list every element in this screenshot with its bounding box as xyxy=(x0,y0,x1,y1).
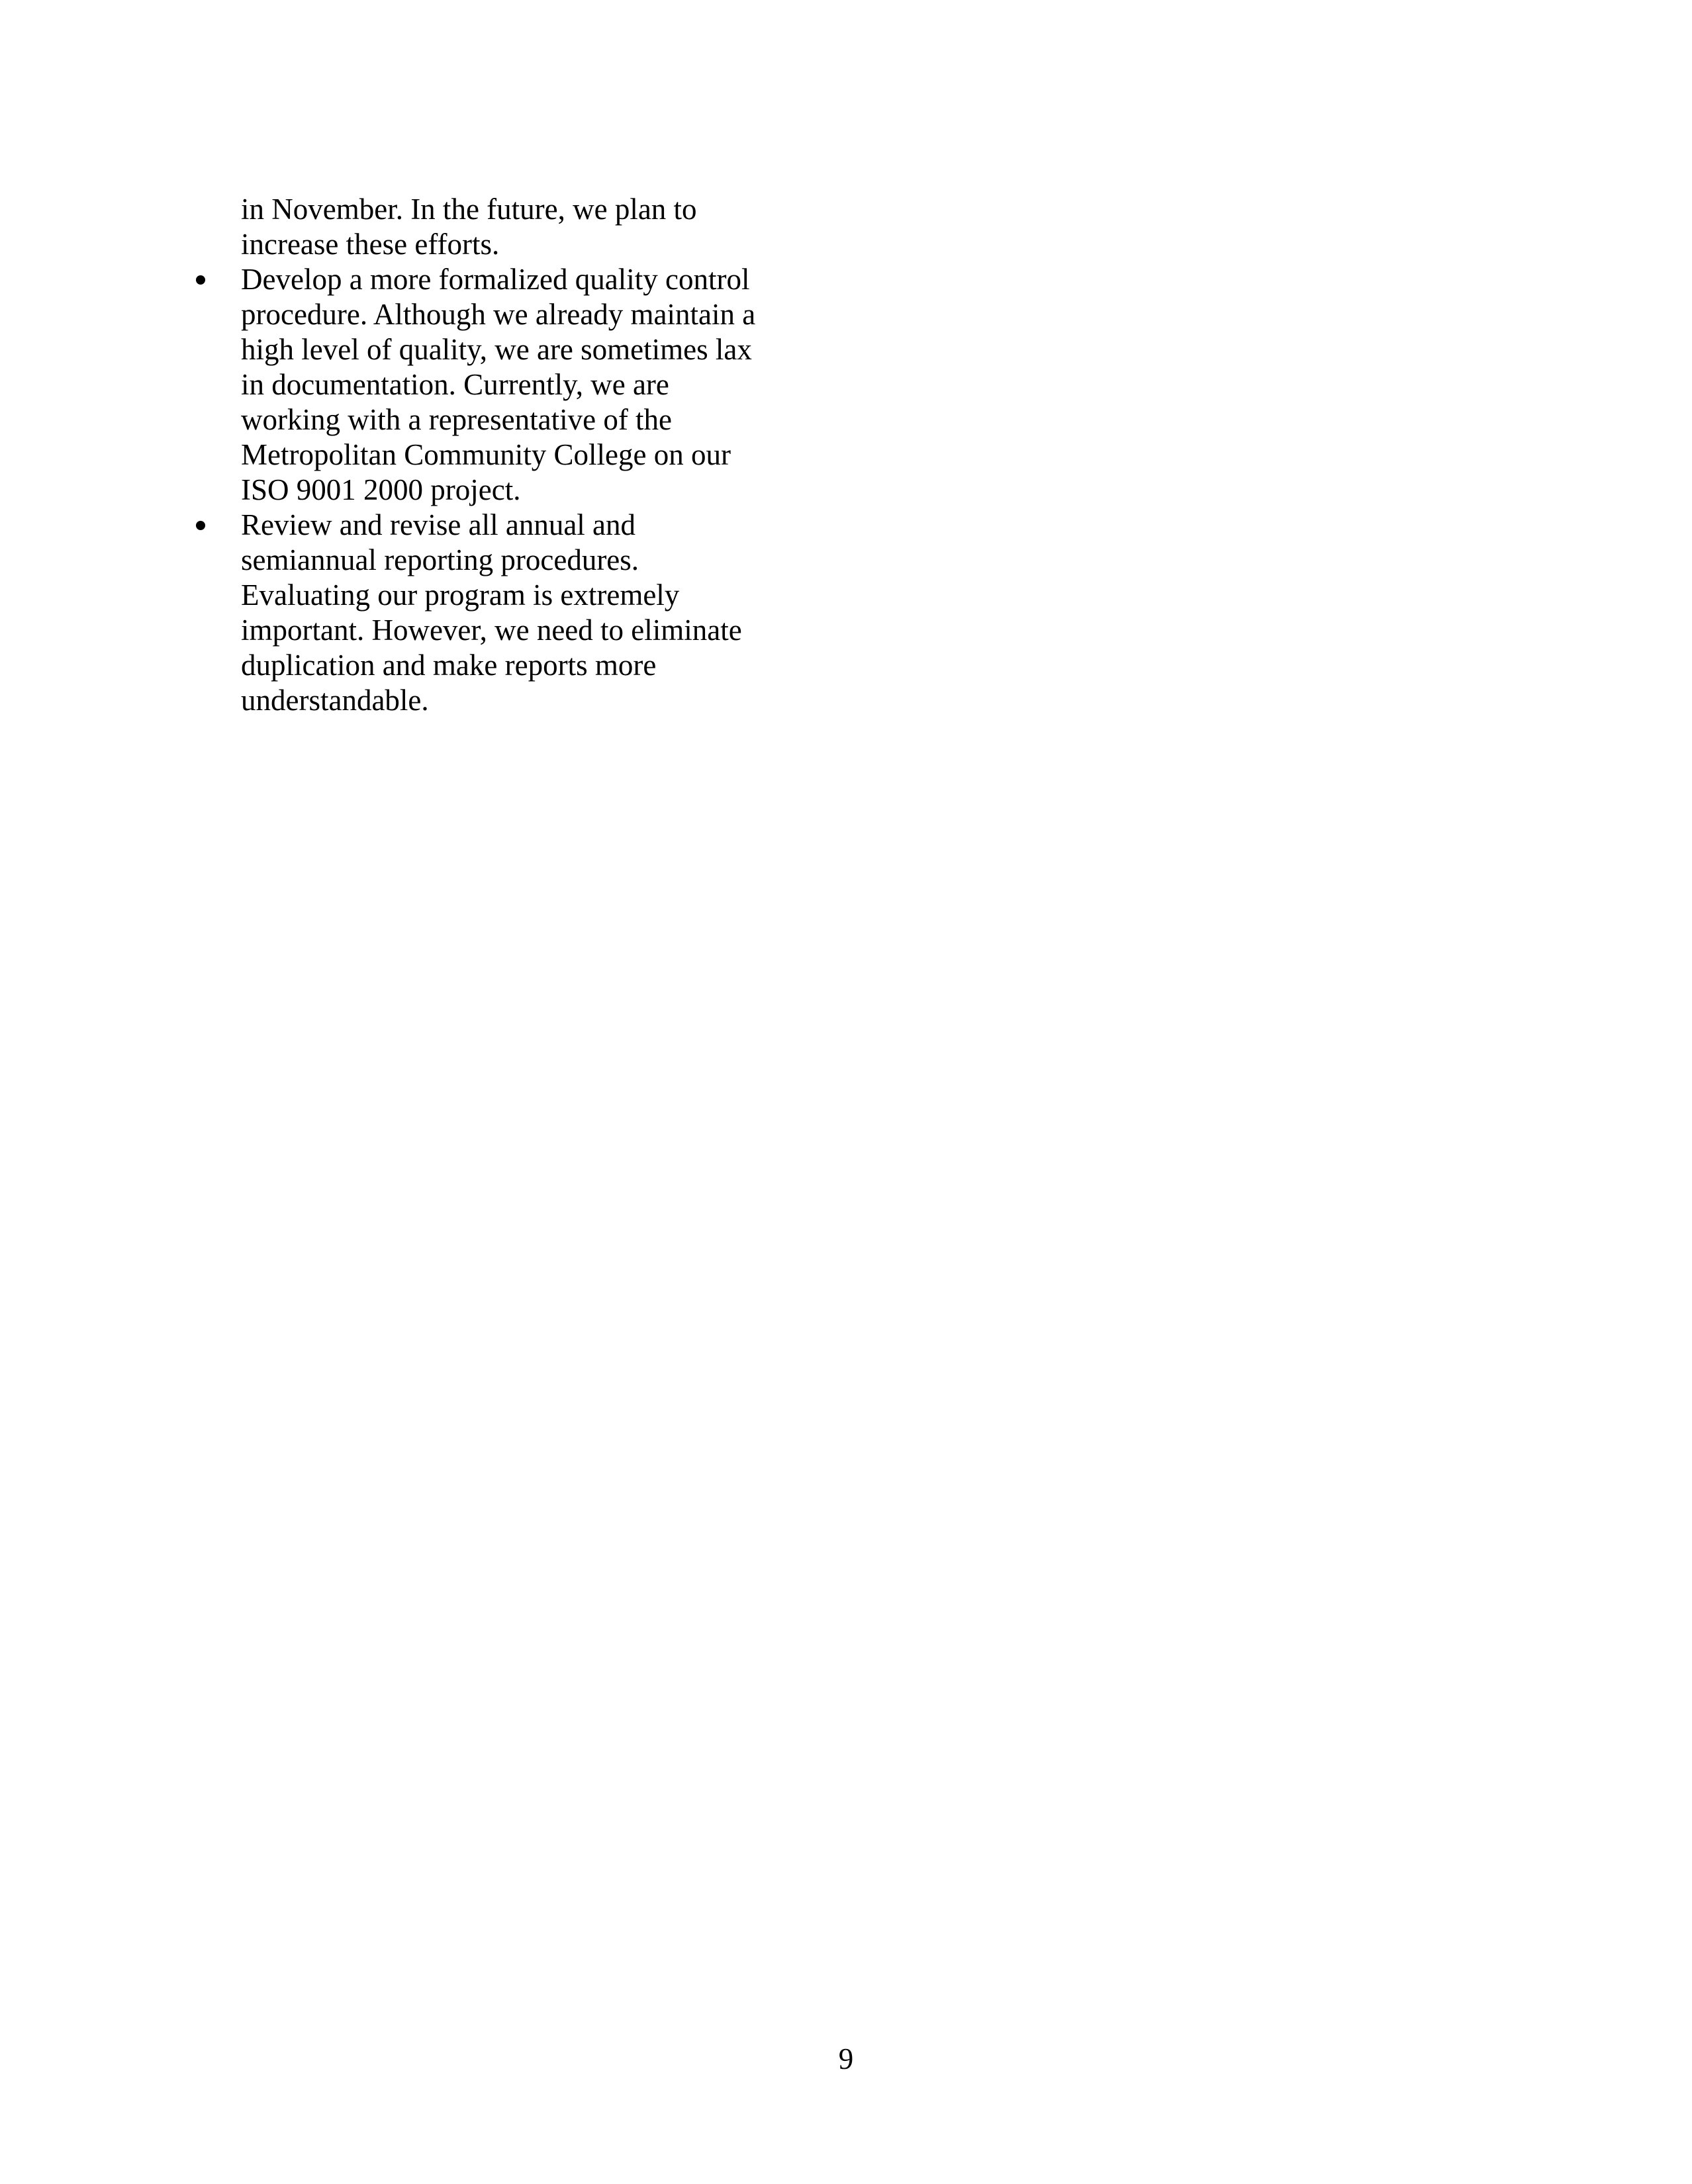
bullet-list xyxy=(241,262,810,718)
continuation-paragraph xyxy=(241,192,810,262)
text-line: in November. In the future, we plan to xyxy=(241,193,697,226)
bullet-item-reporting-procedures xyxy=(241,508,810,718)
text-line: procedure. Although we already maintain a xyxy=(241,298,756,331)
text-line: semiannual reporting procedures. xyxy=(241,543,639,576)
text-line: Metropolitan Community College on our xyxy=(241,438,731,471)
text-line: working with a representative of the xyxy=(241,403,673,436)
text-line: high level of quality, we are sometimes lax xyxy=(241,333,752,366)
text-line: Develop a more formalized quality control xyxy=(241,263,750,296)
text-line: ISO 9001 2000 project. xyxy=(241,473,521,506)
bullet-icon xyxy=(196,521,205,530)
text-line: in documentation. Currently, we are xyxy=(241,368,669,401)
text-line: important. However, we need to eliminate xyxy=(241,614,742,647)
page-number: 9 xyxy=(838,2042,854,2075)
text-line: increase these efforts. xyxy=(241,228,500,261)
text-line: understandable. xyxy=(241,684,429,717)
text-line: duplication and make reports more xyxy=(241,649,657,682)
text-column xyxy=(241,192,810,718)
bullet-icon xyxy=(196,275,205,285)
bullet-item-quality-control xyxy=(241,262,810,508)
text-line: Review and revise all annual and xyxy=(241,508,636,541)
text-line: Evaluating our program is extremely xyxy=(241,578,680,612)
